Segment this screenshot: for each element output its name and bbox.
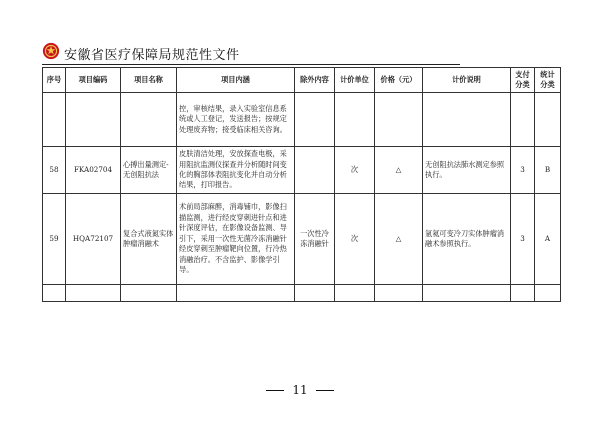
- table-row: [43, 147, 561, 194]
- cell-exclusion: 一次性冷冻消融针: [295, 194, 335, 285]
- column-header-note: 计价说明: [423, 68, 511, 93]
- table-row: [43, 194, 561, 285]
- cell-no: [43, 93, 66, 147]
- column-header-name: 项目名称: [121, 68, 177, 93]
- footer-dash-left: [266, 390, 284, 391]
- cell-pay-class: 3: [511, 194, 535, 285]
- column-header-price: 价格（元）: [375, 68, 423, 93]
- cell-note: 氩氦可变冷刀实体肿瘤消融术参照执行。: [423, 194, 511, 285]
- cell-pay-class: [511, 93, 535, 147]
- table-row: [43, 93, 561, 147]
- cell-note: [423, 93, 511, 147]
- cell-code: HQA72107: [66, 194, 121, 285]
- page-number: 11: [292, 383, 308, 397]
- cell-name: [121, 93, 177, 147]
- pricing-table: [42, 67, 561, 302]
- cell-content: 控，审核结果，录入实验室信息系统或人工登记，发送报告；按规定处理废弃物；接受临床相关咨询。: [177, 93, 295, 147]
- header-rule: [42, 64, 460, 65]
- page-footer: [0, 383, 600, 397]
- column-header-exclusion: 除外内容: [295, 68, 335, 93]
- cell-content: 术前局部麻醉，消毒铺巾，影像扫描监测，进行经皮穿刺进针点和进针深度评估，在影像设备监测、导引下，采用一次性无菌冷冻消融针经皮穿刺至肿瘤靶向位置，行冷热消融治疗。不含监护、影像学引导。: [177, 194, 295, 285]
- document-header: [42, 42, 462, 64]
- cell-code: [66, 93, 121, 147]
- column-header-unit: 计价单位: [335, 68, 375, 93]
- cell-stat-class: [535, 93, 561, 147]
- cell-unit: 次: [335, 147, 375, 194]
- cell-price: [375, 93, 423, 147]
- table-row-empty: [43, 285, 561, 302]
- cell-exclusion: [295, 147, 335, 194]
- cell-name: 心搏出量测定-无创阻抗法: [121, 147, 177, 194]
- column-header-code: 项目编码: [66, 68, 121, 93]
- table-header-row: [43, 68, 561, 93]
- cell-code: FKA02704: [66, 147, 121, 194]
- cell-price: △: [375, 147, 423, 194]
- cell-name: 复合式液氮实体肿瘤消融术: [121, 194, 177, 285]
- cell-content: 皮肤清洁处理，安放探查电极，采用阻抗监测仪探查并分析随时间变化的胸部体表阻抗变化并自动分析结果，打印报告。: [177, 147, 295, 194]
- column-header-content: 项目内涵: [177, 68, 295, 93]
- document-title: 安徽省医疗保障局规范性文件: [64, 48, 240, 63]
- footer-dash-right: [316, 390, 334, 391]
- cell-stat-class: A: [535, 194, 561, 285]
- cell-price: △: [375, 194, 423, 285]
- cell-exclusion: [295, 93, 335, 147]
- column-header-stat-class: 统计分类: [535, 68, 561, 93]
- cell-unit: 次: [335, 194, 375, 285]
- cell-pay-class: 3: [511, 147, 535, 194]
- column-header-no: 序号: [43, 68, 66, 93]
- cell-no: 59: [43, 194, 66, 285]
- national-emblem-icon: [42, 42, 60, 60]
- cell-note: 无创阻抗法肺水测定参照执行。: [423, 147, 511, 194]
- cell-stat-class: B: [535, 147, 561, 194]
- cell-no: 58: [43, 147, 66, 194]
- column-header-pay-class: 支付分类: [511, 68, 535, 93]
- cell-unit: [335, 93, 375, 147]
